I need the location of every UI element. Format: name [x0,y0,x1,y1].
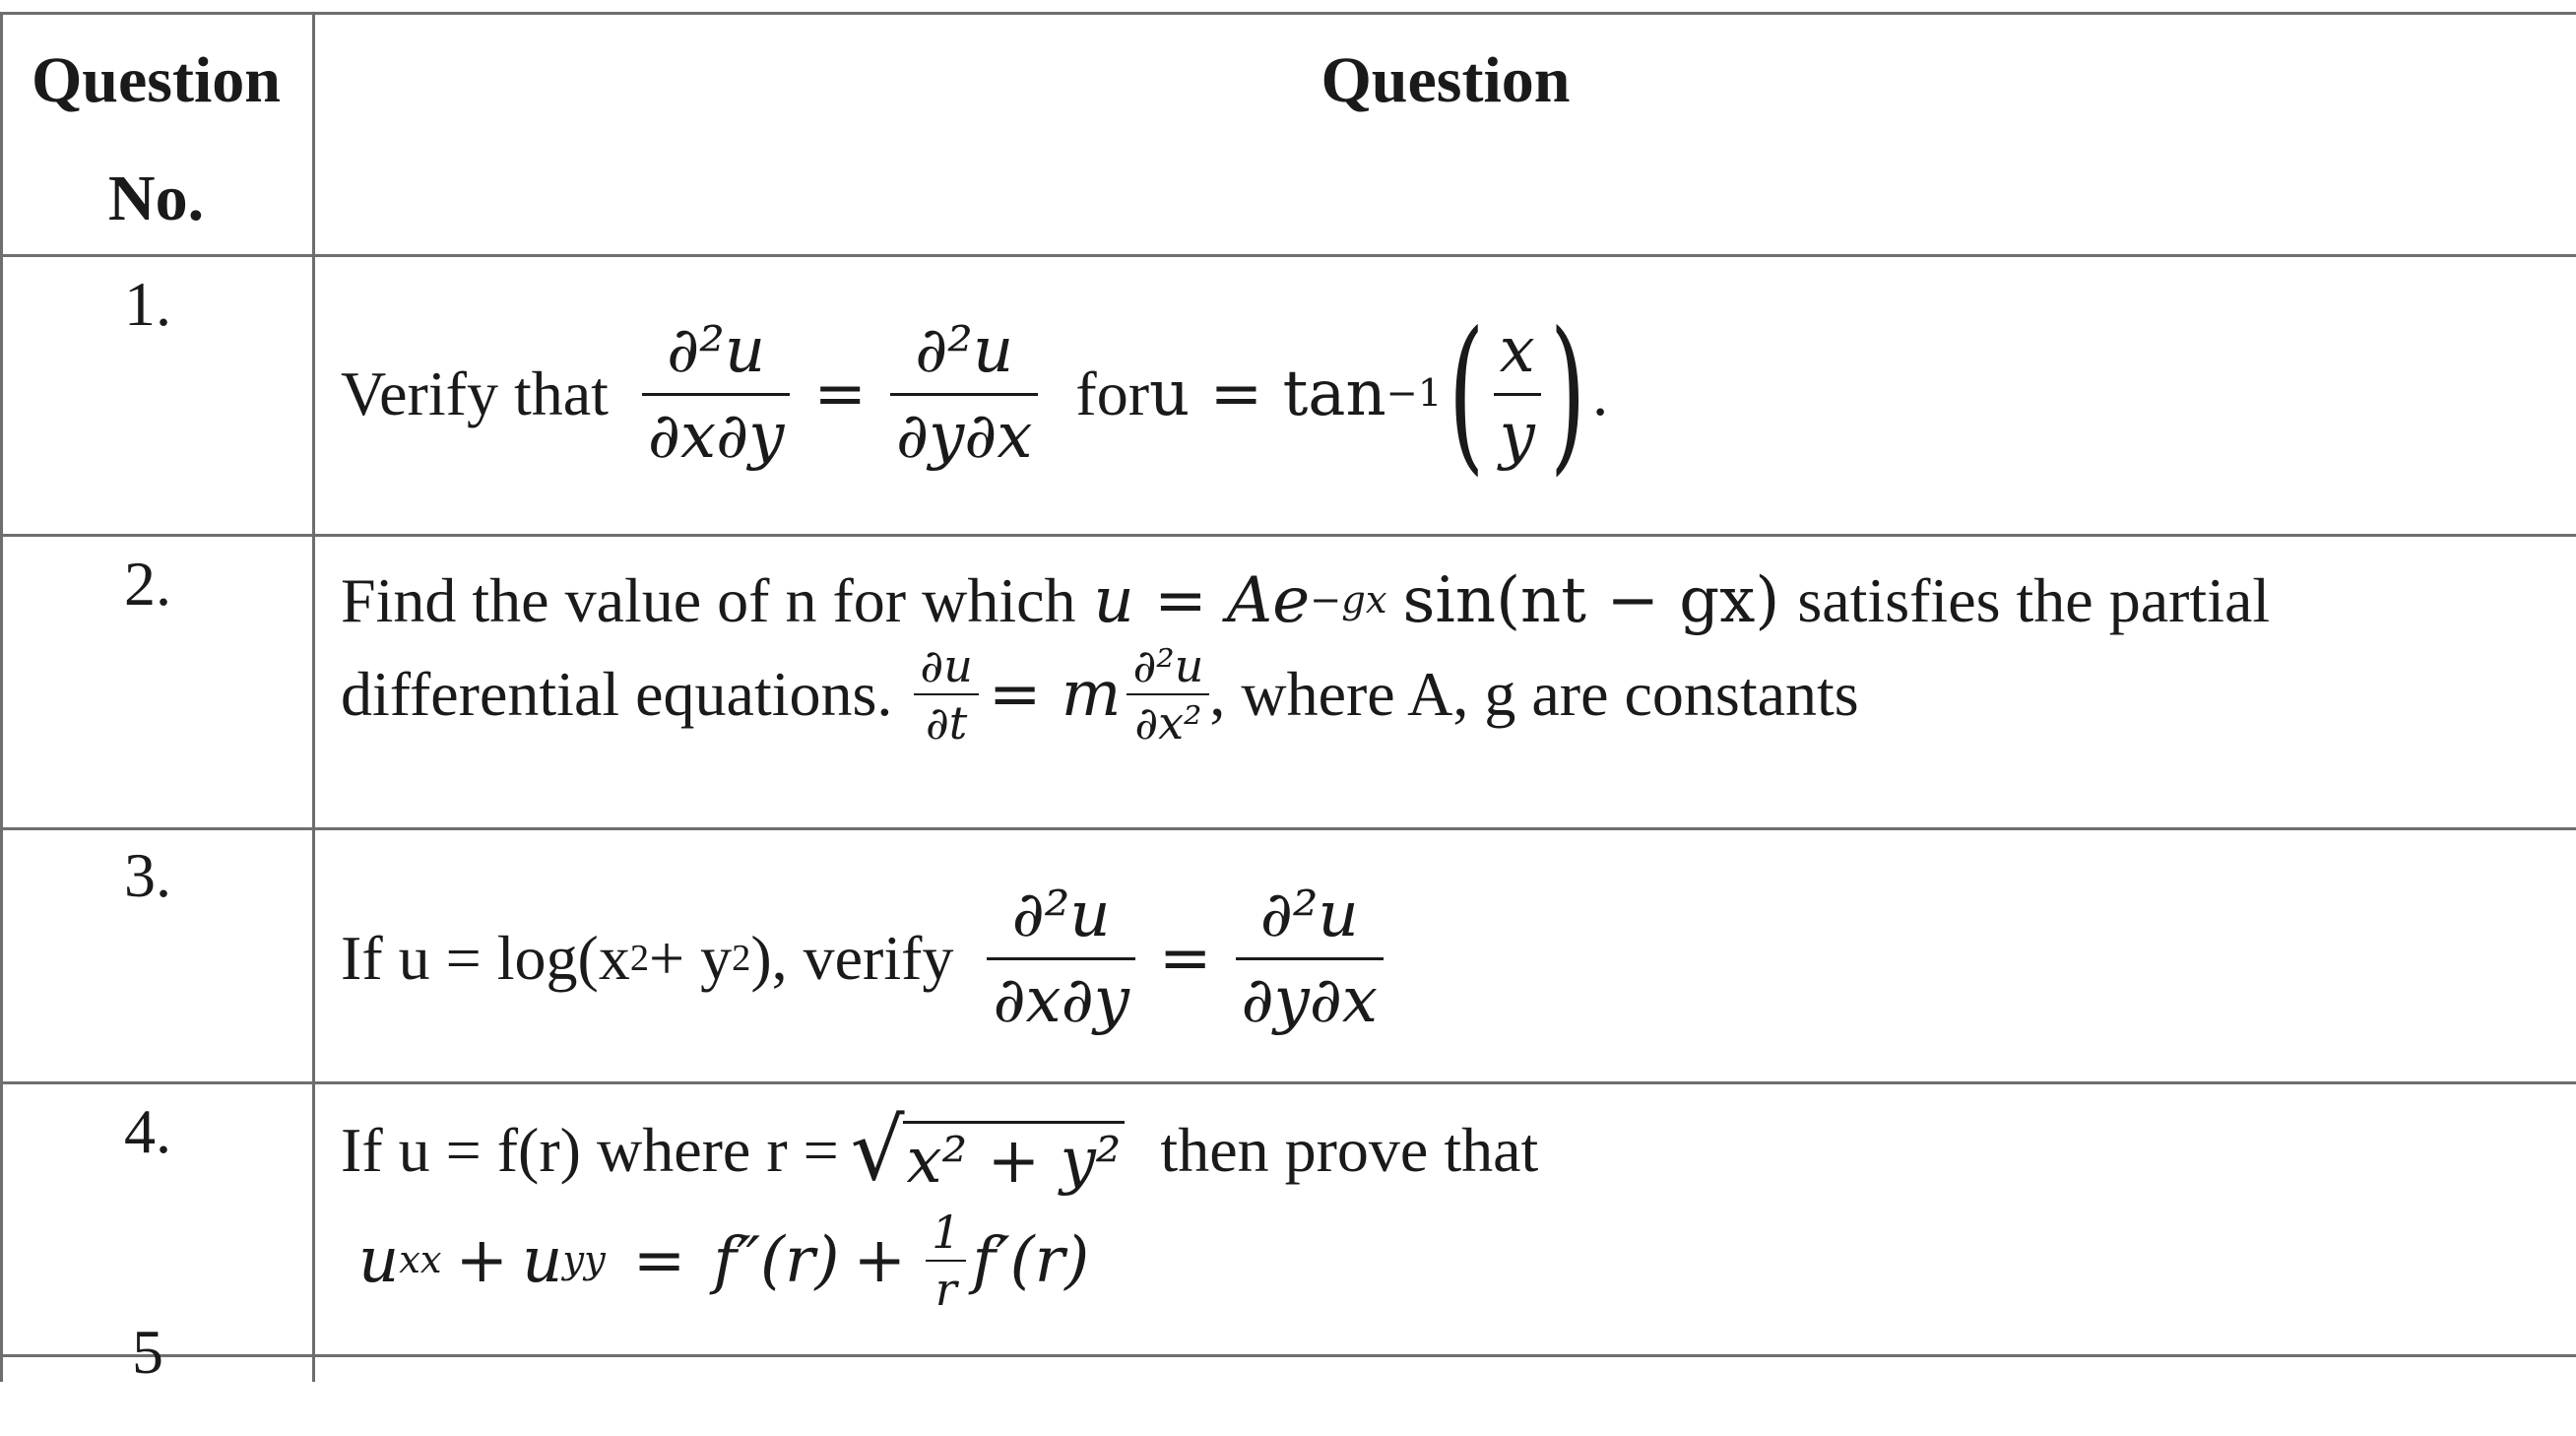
q4-uxx: u [358,1224,400,1297]
q1-right-paren: ) [1549,296,1586,491]
q2-text-1: Find the value of n for which [341,565,1076,635]
q4-text-1: If u = f(r) where r = [341,1115,839,1185]
q3-fraction-left: $\frac{\text{∂²u}}{\partial x\partial y}$ [987,882,1134,1033]
question-4-line-1 [341,1101,1538,1200]
q2-eq-m: = m [988,658,1122,731]
q1-equals: = [813,358,867,430]
q3-verify: ), verify [750,923,954,993]
q2-text-2: differential equations. [341,659,893,729]
q1-for: for [1075,359,1150,428]
question-1: Verify that $\frac{\text{∂²u}}{\partial x\partial y}$ = $\frac{\text{∂²u}}{\partial y\partial x}$ for u = tan −1 ( $\frac{x}{y}$ ) . [341,296,1609,491]
column-divider [312,12,315,1382]
row-4-bottom-border [0,1354,2576,1357]
q4-f-prime: f′(r) [972,1224,1090,1297]
q1-u-eq-tan: u = tan [1149,358,1386,430]
q3-equals: = [1158,922,1212,995]
q1-left-paren: ( [1449,296,1485,491]
q2-u-eq-ae: u = Ae [1093,564,1311,637]
q4-uyy: u [522,1224,563,1297]
q4-equals: = [632,1224,686,1297]
header-question-no [0,22,312,258]
row-number-4: 4. [124,1096,171,1166]
q4-plus: + [455,1224,509,1297]
q1-fraction-right: $\frac{\text{∂²u}}{\partial y\partial x}$ [890,318,1038,469]
q4-one-over-r: $\frac{1}{r}$ [926,1208,966,1314]
q2-sin: sin(nt − gx) [1402,564,1780,637]
row-number-1: 1. [124,269,171,339]
q4-sqrt-content: x² + y² [903,1121,1126,1193]
q4-tail-1: then prove that [1160,1115,1539,1185]
question-2-line-1: Find the value of n for which u = Ae −gx sin(nt − gx) satisfies the partial [341,564,2271,637]
q2-tail-2: , where A, g are constants [1209,659,1859,729]
question-2-line-2 [341,630,1859,758]
row-number-3: 3. [124,840,171,910]
header-question-no-line2: No. [107,163,205,234]
q1-fraction-left: $\frac{\text{∂²u}}{\partial x\partial y}$ [642,318,790,469]
q2-fraction-d2u-dx2: $\frac{\text{∂²u}}{\text{∂x²}}$ [1127,642,1209,748]
q1-inner-fraction: $\frac{x}{y}$ [1494,318,1541,469]
row-number-5-partial: 5 [132,1317,163,1387]
question-3: If u = log(x 2 + y 2 ), verify $\frac{\text{∂²u}}{\partial x\partial y}$ = $\frac{\text{∂²u}}{\partial y\partial x}$ [341,845,1393,1072]
row-3-bottom-border [0,1081,2576,1084]
q3-plus-y: + y [649,923,733,993]
row-2-bottom-border [0,827,2576,830]
header-bottom-border [0,254,2576,257]
table-top-border [0,12,2576,15]
row-number-2: 2. [124,549,171,619]
question-4-line-2: u xx + u yy = f″(r) + $\frac{1}{r}$ f′(r) [358,1205,1090,1316]
q4-sqrt: √ x² + y² [851,1108,1126,1193]
q4-plus-2: + [853,1224,907,1297]
q4-f-double-prime: f″(r) [713,1224,840,1297]
q1-text: Verify that [341,359,609,428]
q1-period: . [1592,359,1609,428]
q3-fraction-right: $\frac{\text{∂²u}}{\partial y\partial x}$ [1236,882,1384,1033]
q2-fraction-du-dt: $\frac{\partial u}{\partial t}$ [914,642,978,748]
header-question: Question [1320,44,1571,116]
q2-tail-1: satisfies the partial [1797,565,2271,635]
header-question-no-line1: Question [31,44,282,116]
q3-text: If u = log(x [341,923,630,993]
row-1-bottom-border [0,534,2576,537]
